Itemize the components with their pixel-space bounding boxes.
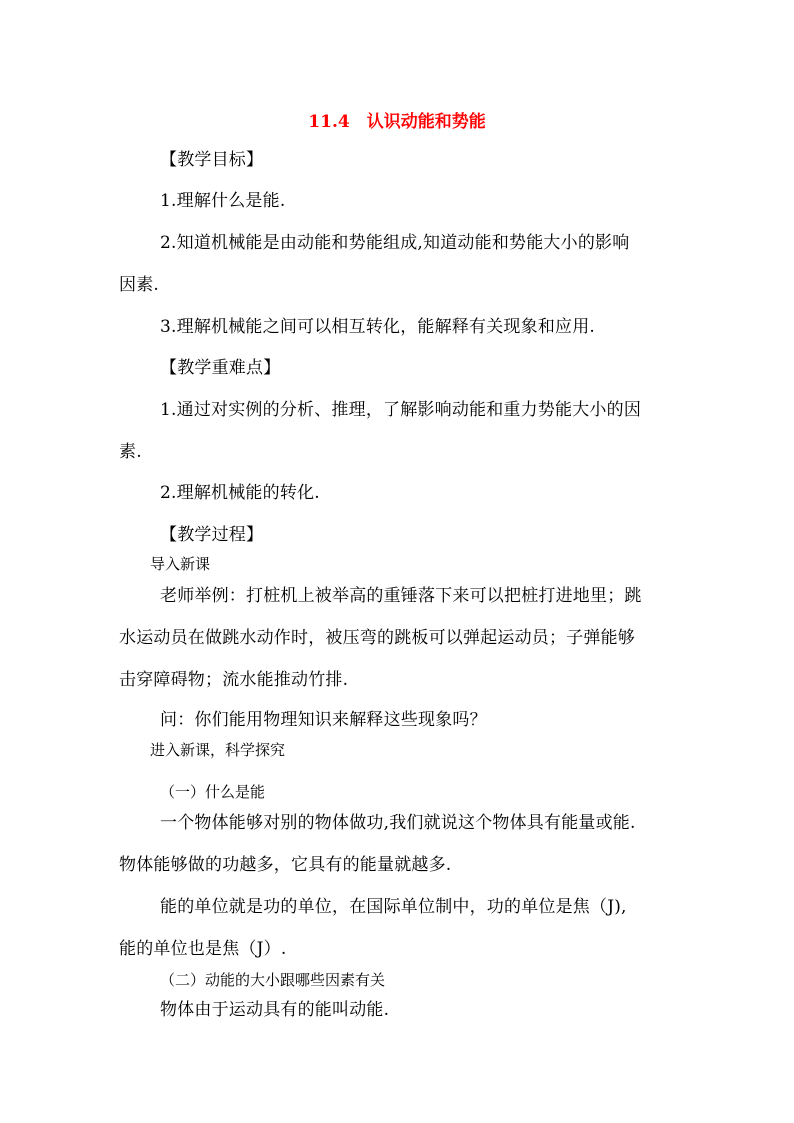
paragraph-line: 问：你们能用物理知识来解释这些现象吗？ [160,710,487,730]
paragraph-line: 击穿障碍物；流水能推动竹排. [119,670,349,690]
paragraph-line: 能的单位也是焦（J）. [119,939,287,959]
paragraph-line: 一个物体能够对别的物体做功,我们就说这个物体具有能量或能. [160,813,636,833]
subheading-intro: 导入新课 [150,555,211,573]
paragraph-line: 1.通过对实例的分析、推理，了解影响动能和重力势能大小的因 [160,400,642,420]
paragraph-line: 物体由于运动具有的能叫动能. [160,1000,390,1020]
paragraph-line: 水运动员在做跳水动作时，被压弯的跳板可以弹起运动员；子弹能够 [119,628,635,648]
paragraph-line: 2.知道机械能是由动能和势能组成,知道动能和势能大小的影响 [160,233,630,253]
paragraph-line: 1.理解什么是能. [160,191,286,211]
paragraph-line: 因素. [119,275,160,295]
paragraph-line: 素. [119,442,142,462]
section-heading-process: 【教学过程】 [160,525,264,545]
section-heading-key-points: 【教学重难点】 [160,358,281,378]
paragraph-line: 老师举例：打桩机上被举高的重锤落下来可以把桩打进地里；跳 [160,586,642,606]
paragraph-line: 2.理解机械能的转化. [160,483,320,503]
subheading-new-lesson: 进入新课，科学探究 [150,741,286,759]
paragraph-line: 3.理解机械能之间可以相互转化，能解释有关现象和应用. [160,317,596,337]
subheading-what-is-energy: （一）什么是能 [160,783,266,801]
subheading-kinetic-factors: （二）动能的大小跟哪些因素有关 [160,971,386,989]
document-title: 11.4 认识动能和势能 [308,112,486,132]
paragraph-line: 物体能够做的功越多，它具有的能量就越多. [119,855,452,875]
section-heading-objectives: 【教学目标】 [160,150,264,170]
paragraph-line: 能的单位就是功的单位，在国际单位制中，功的单位是焦（J), [160,897,627,917]
